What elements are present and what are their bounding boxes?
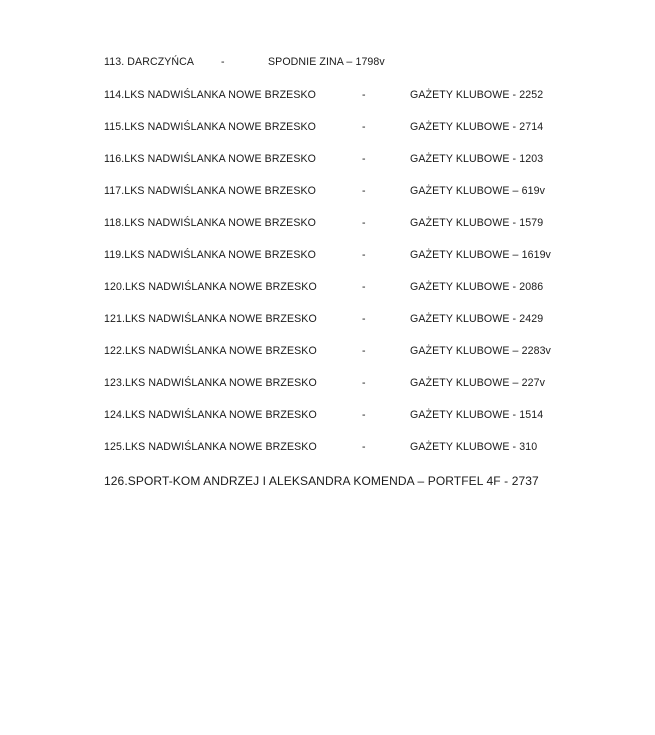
separator-dash: -: [362, 89, 366, 101]
separator-dash: -: [362, 281, 366, 293]
separator-dash: -: [362, 377, 366, 389]
donor-name: 114.LKS NADWIŚLANKA NOWE BRZESKO: [104, 89, 316, 101]
donor-name: 116.LKS NADWIŚLANKA NOWE BRZESKO: [104, 153, 316, 165]
separator-dash: -: [362, 345, 366, 357]
donated-item: GAŻETY KLUBOWE - 2086: [410, 281, 544, 293]
donated-item: SPODNIE ZINA – 1798v: [268, 56, 385, 68]
donor-name: 118.LKS NADWIŚLANKA NOWE BRZESKO: [104, 217, 316, 229]
donor-name: 122.LKS NADWIŚLANKA NOWE BRZESKO: [104, 345, 317, 357]
donated-item: GAŻETY KLUBOWE – 227v: [410, 377, 545, 389]
donor-name: 115.LKS NADWIŚLANKA NOWE BRZESKO: [104, 121, 316, 133]
donor-name: 120.LKS NADWIŚLANKA NOWE BRZESKO: [104, 281, 317, 293]
separator-dash: -: [362, 313, 366, 325]
donor-name: 119.LKS NADWIŚLANKA NOWE BRZESKO: [104, 249, 316, 261]
donor-name: 117.LKS NADWIŚLANKA NOWE BRZESKO: [104, 185, 316, 197]
separator-dash: -: [362, 217, 366, 229]
donated-item: GAŻETY KLUBOWE - 2429: [410, 313, 544, 325]
separator-dash: -: [362, 249, 366, 261]
list-item-last: 126.SPORT-KOM ANDRZEJ I ALEKSANDRA KOMENDA – PORTFEL 4F - 2737: [104, 474, 539, 488]
donated-item: GAŻETY KLUBOWE - 1514: [410, 409, 544, 421]
donated-item: GAŻETY KLUBOWE – 1619v: [410, 249, 551, 261]
donated-item: GAŻETY KLUBOWE - 1203: [410, 153, 544, 165]
donated-item: GAŻETY KLUBOWE - 1579: [410, 217, 544, 229]
donated-item: GAŻETY KLUBOWE – 619v: [410, 185, 545, 197]
separator-dash: -: [221, 56, 225, 68]
donated-item: GAŻETY KLUBOWE - 2252: [410, 89, 544, 101]
separator-dash: -: [362, 409, 366, 421]
donor-name: 121.LKS NADWIŚLANKA NOWE BRZESKO: [104, 313, 317, 325]
separator-dash: -: [362, 121, 366, 133]
donated-item: GAŻETY KLUBOWE – 2283v: [410, 345, 551, 357]
donor-name: 113. DARCZYŃCA: [104, 56, 195, 68]
separator-dash: -: [362, 153, 366, 165]
donor-name: 123.LKS NADWIŚLANKA NOWE BRZESKO: [104, 377, 317, 389]
separator-dash: -: [362, 185, 366, 197]
donor-name: 124.LKS NADWIŚLANKA NOWE BRZESKO: [104, 409, 317, 421]
donor-name: 125.LKS NADWIŚLANKA NOWE BRZESKO: [104, 441, 317, 453]
donated-item: GAŻETY KLUBOWE - 2714: [410, 121, 544, 133]
separator-dash: -: [362, 441, 366, 453]
donated-item: GAŻETY KLUBOWE - 310: [410, 441, 538, 453]
